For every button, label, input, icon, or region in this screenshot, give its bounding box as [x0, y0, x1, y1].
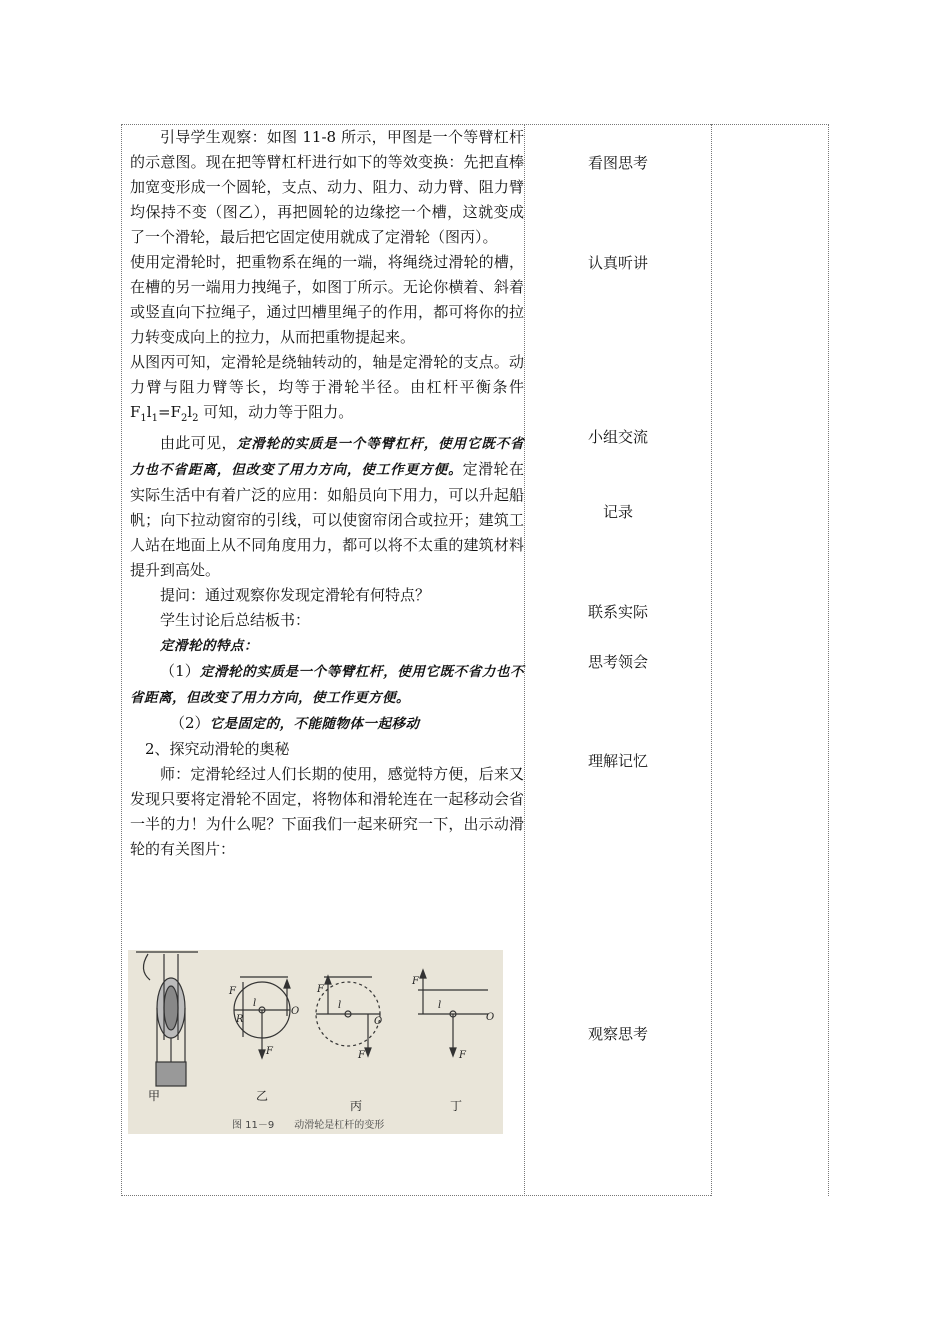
label-yi: 乙: [256, 1089, 269, 1103]
label-ding: 丁: [450, 1099, 463, 1113]
feature-2-text: 它是固定的，不能随物体一起移动: [209, 716, 420, 732]
note-reflect: 思考领会: [587, 653, 648, 671]
formula-l2: l: [187, 403, 193, 421]
movable-pulley-figure: [128, 950, 503, 1134]
paragraph-teacher: 师：定滑轮经过人们长期的使用，感觉特方便，后来又发现只要将定滑轮不固定，将物体和滑轮连在一起移动会省一半的力！为什么呢？下面我们一起来研究一下，出示动滑轮的有关图片：: [130, 765, 524, 858]
figure-caption: 图 11－9 动滑轮是杠杆的变形: [232, 1120, 385, 1131]
note-observe-think: 观察思考: [587, 1025, 648, 1043]
f1-label-d: F: [412, 976, 419, 987]
figure-drawing: [128, 950, 503, 1134]
f2-label-d: F: [459, 1050, 466, 1061]
l1-label-d: l: [438, 1000, 442, 1011]
note-listen: 认真听讲: [587, 254, 648, 272]
f2-label-b: F: [266, 1046, 273, 1057]
paragraph-summary: 学生讨论后总结板书：: [160, 611, 311, 629]
formula-eq: =F: [157, 403, 181, 421]
features-heading: [130, 633, 524, 659]
o-label-d: O: [486, 1012, 495, 1023]
feature-1-number: （1）: [160, 662, 200, 680]
note-record: 记录: [602, 503, 633, 521]
f1-label-c: F: [317, 984, 324, 995]
feature-1: [130, 659, 524, 711]
sub-4: 2: [192, 413, 199, 424]
feature-2: [130, 711, 524, 737]
l1-label-c: l: [338, 1000, 342, 1011]
teaching-content-column: [130, 125, 524, 862]
r-label-b: R: [236, 1014, 244, 1025]
sub-2: 1: [151, 413, 158, 424]
feature-2-number: （2）: [170, 714, 210, 732]
paragraph-usage: 使用定滑轮时，把重物系在绳的一端，将绳绕过滑轮的槽，在槽的另一端用力拽绳子，如图丁所示。无论你横着、斜着或竖直向下拉绳子，通过凹槽里绳子的作用，都可将你的拉力转变成向上的拉力，从而把重物提起来。: [130, 253, 524, 346]
label-bing: 丙: [350, 1099, 363, 1113]
paragraph-question: 提问：通过观察你发现定滑轮有何特点？: [160, 586, 431, 604]
feature-1-text: 定滑轮的实质是一个等臂杠杆，使用它既不省力也不省距离，但改变了用力方向，使工作更方便。: [130, 664, 525, 706]
note-observe: 看图思考: [587, 154, 648, 172]
paragraph-intro: 引导学生观察：如图 11-8 所示，甲图是一个等臂杠杆的示意图。现在把等臂杠杆进行如下的等效变换：先把直棒加宽变形成一个圆轮，支点、动力、阻力、动力臂、阻力臂均保持不变（图乙），再把圆轮的边缘挖一个槽，这就变成了一个滑轮，最后把它固定使用就成了定滑轮（图丙）。: [130, 128, 524, 246]
o-label-b: O: [291, 1006, 300, 1017]
label-jia: 甲: [148, 1089, 161, 1103]
formula-l1: l: [146, 403, 152, 421]
balance-text-a: 从图丙可知，定滑轮是绕轴转动的，轴是定滑轮的支点。动力臂与阻力臂等长，均等于滑轮半径。由杠杆平衡条件 F: [130, 353, 524, 421]
o-label-c: O: [374, 1016, 383, 1027]
table-left-border: [121, 124, 122, 1196]
conclusion-lead: 由此可见，: [160, 434, 237, 452]
balance-text-b: 可知，动力等于阻力。: [198, 403, 354, 421]
paragraph-balance: [130, 350, 524, 431]
column-divider-2: [711, 124, 712, 1196]
student-activity-column: [525, 124, 711, 1196]
note-practice: 联系实际: [587, 603, 648, 621]
conclusion-applications: 定滑轮在实际生活中有着广泛的应用：如船员向下用力，可以升起船帆；向下拉动窗帘的引线，可以使窗帘闭合或拉开；建筑工人站在地面上从不同角度用力，都可以将不太重的建筑材料提升到高处。: [130, 460, 524, 579]
note-group: 小组交流: [587, 428, 648, 446]
conclusion-bold: 定滑轮的实质是一个等臂杠杆，使用它既不省力也不省距离，但改变了用力方向，使工作更方便。: [130, 436, 524, 478]
table-right-border: [828, 124, 829, 1196]
note-memorize: 理解记忆: [587, 752, 648, 770]
sub-3: 2: [180, 413, 188, 424]
l1-label-b: l: [253, 998, 257, 1009]
section-heading-movable-pulley: 2、探究动滑轮的奥秘: [145, 740, 290, 758]
f2-label-c: F: [358, 1050, 365, 1061]
features-heading-text: 定滑轮的特点：: [160, 638, 258, 654]
sub-1: 1: [140, 413, 147, 424]
lesson-table: [121, 124, 829, 1196]
paragraph-conclusion: [130, 431, 524, 583]
f1-label-b: F: [229, 986, 236, 997]
